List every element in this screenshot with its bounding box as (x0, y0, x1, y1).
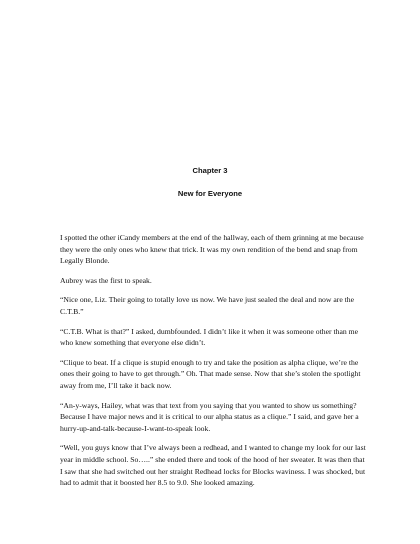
paragraph: “Clique to beat. If a clique is stupid enough to try and take the position as alpha clique, we’re the ones their going to have to get through.” Oh. That made sense. Now that she’s stolen the spotlight away from me, I’ll take it back now. (60, 357, 361, 390)
paragraph: “An-y-ways, Hailey, what was that text from you saying that you wanted to show us something? Because I have major news and it is critical to our alpha status as a clique.” I said, and gave her a hurry-up-and-talk-because-I-want-to-speak look. (60, 400, 359, 433)
paragraph: “Nice one, Liz. Their going to totally love us now. We have just sealed the deal and now are the C.T.B.” (60, 295, 355, 316)
paragraph: Aubrey was the first to speak. (60, 275, 152, 285)
chapter-title: New for Everyone (177, 189, 243, 198)
chapter-heading: Chapter 3 (192, 166, 228, 175)
body-text (60, 232, 368, 497)
paragraph: “Well, you guys know that I’ve always been a redhead, and I wanted to change my look for our last year in middle school. So…..” she ended there and took of the hood of her sweater. It was then that I saw that she had switched out her straight Redhead locks for Blocks waviness. I was shocked, but had to admit that it boosted her 8.5 to 9.0. She looked amazing. (60, 443, 366, 488)
paragraph: I spotted the other iCandy members at the end of the hallway, each of them grinning at me because they were the only ones who knew that trick. It was my own rendition of the bend and snap from Legally Blonde. (60, 233, 364, 266)
paragraph: “C.T.B. What is that?” I asked, dumbfounded. I didn’t like it when it was someone other than me who knew something that everyone else didn’t. (60, 326, 359, 348)
